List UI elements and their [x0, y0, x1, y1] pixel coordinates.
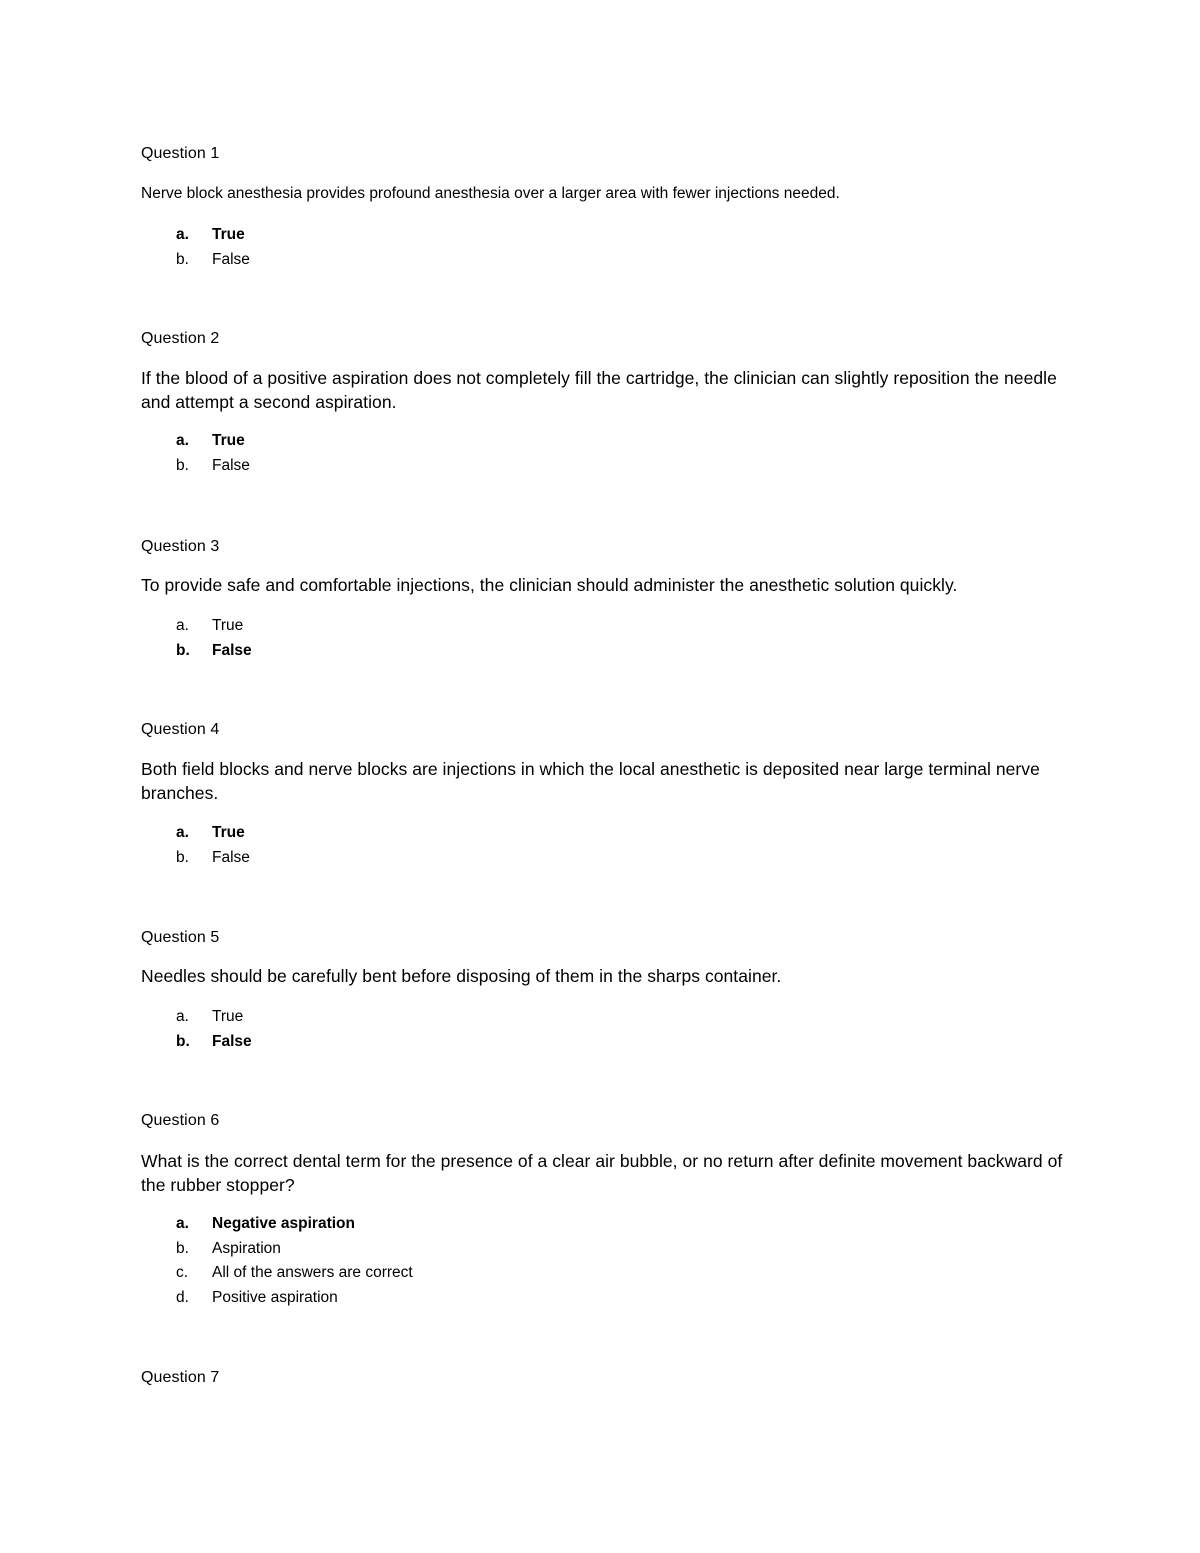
- question-text: If the blood of a positive aspiration does not completely fill the cartridge, the clinician can slightly reposition the needle and attempt a second aspiration.: [141, 368, 1057, 412]
- question-1: [141, 144, 1071, 268]
- option-letter: b.: [176, 1032, 190, 1050]
- option-text: True: [212, 617, 244, 634]
- question-text: Needles should be carefully bent before disposing of them in the sharps container.: [141, 966, 782, 986]
- option-letter: b.: [176, 456, 189, 474]
- question-text: Nerve block anesthesia provides profound anesthesia over a larger area with fewer injections needed.: [141, 185, 840, 202]
- option-text: False: [212, 1032, 252, 1050]
- option-text: All of the answers are correct: [212, 1264, 413, 1281]
- option-letter: b.: [176, 250, 189, 268]
- question-3: [141, 537, 1071, 659]
- question-4: [141, 720, 1071, 866]
- question-title: Question 1: [141, 145, 220, 162]
- question-5: [141, 928, 1071, 1050]
- option-text: True: [212, 432, 245, 449]
- option-letter: a.: [176, 1008, 189, 1025]
- question-title: Question 4: [141, 721, 220, 738]
- option-letter: a.: [176, 226, 189, 243]
- question-text: To provide safe and comfortable injections, the clinician should administer the anesthetic solution quickly.: [141, 575, 958, 595]
- option-letter: a.: [176, 1215, 189, 1232]
- option-text: False: [212, 848, 250, 866]
- option-letter: d.: [176, 1288, 189, 1306]
- question-6: [141, 1111, 1071, 1306]
- option-text: False: [212, 456, 250, 474]
- option-letter: a.: [176, 432, 189, 449]
- option-letter: c.: [176, 1264, 189, 1281]
- option-text: True: [212, 1008, 244, 1025]
- option-text: Aspiration: [212, 1239, 281, 1257]
- question-title: Question 6: [141, 1112, 220, 1129]
- option-letter: a.: [176, 617, 189, 634]
- question-text: Both field blocks and nerve blocks are injections in which the local anesthetic is deposited near large terminal nerve branches.: [141, 759, 1040, 803]
- option-text: True: [212, 226, 245, 243]
- option-letter: b.: [176, 848, 189, 866]
- option-text: Negative aspiration: [212, 1215, 355, 1232]
- question-text: What is the correct dental term for the presence of a clear air bubble, or no return after definite movement backward of the rubber stopper?: [141, 1151, 1063, 1195]
- question-title: Question 5: [141, 929, 220, 946]
- option-text: False: [212, 250, 250, 268]
- option-letter: b.: [176, 1239, 189, 1257]
- option-text: True: [212, 824, 245, 841]
- option-letter: a.: [176, 824, 189, 841]
- question-title: Question 7: [141, 1369, 220, 1386]
- question-2: [141, 329, 1071, 474]
- question-7: [141, 1368, 1071, 1388]
- question-title: Question 2: [141, 330, 220, 347]
- question-title: Question 3: [141, 538, 220, 555]
- option-text: False: [212, 641, 252, 659]
- option-letter: b.: [176, 641, 190, 659]
- option-text: Positive aspiration: [212, 1288, 338, 1306]
